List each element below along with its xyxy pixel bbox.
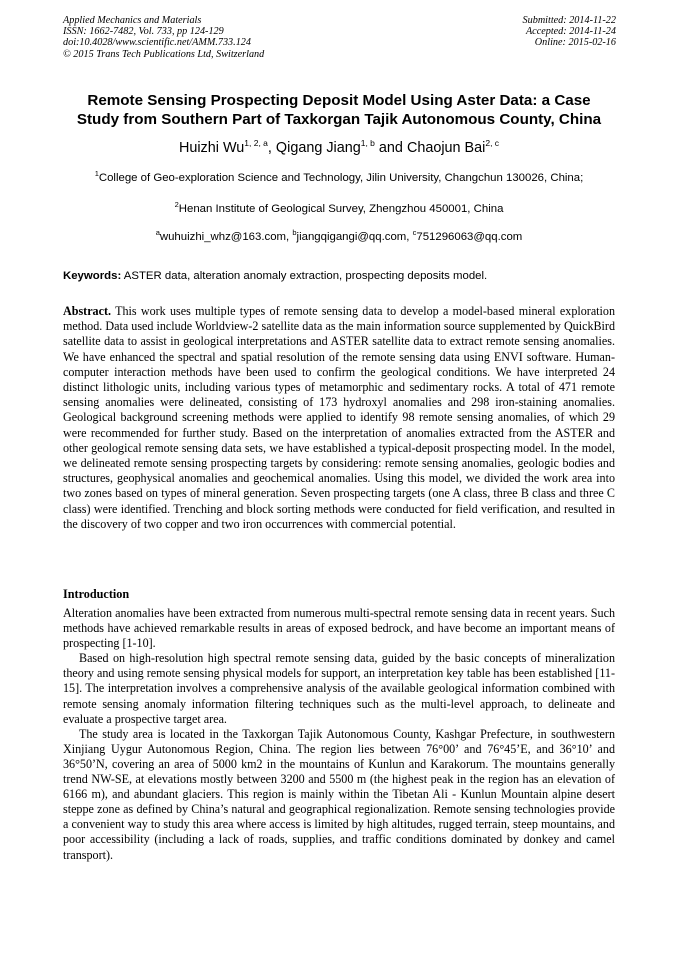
author-list — [40, 139, 638, 157]
introduction-body — [63, 606, 615, 863]
abstract-label: Abstract. — [63, 304, 112, 318]
keywords-label: Keywords: — [63, 270, 122, 282]
online-date: Online: 2015-02-16 — [534, 37, 616, 49]
keywords — [63, 269, 618, 283]
abstract — [63, 304, 615, 532]
affiliation-marker: 2 — [174, 200, 179, 209]
journal-name: Applied Mechanics and Materials — [63, 15, 202, 26]
affiliation-text: Henan Institute of Geological Survey, Zhengzhou 450001, China — [178, 203, 504, 215]
doi-info: doi:10.4028/www.scientific.net/AMM.733.124 — [63, 37, 251, 49]
author-name: Qigang Jiang — [275, 140, 361, 156]
abstract-text: This work uses multiple types of remote sensing data to develop a model-based mineral exploration method. Data used include Worldview-2 satellite data as the main information source supplemented by QuickBird satellite data to assist in geological interpretations and ASTER satellite data to extract remote sensing anomalies. We have enhanced the spectral and spatial resolution of the remote sensing data using ENVI software. Human-computer interaction methods have been used to confirm the geological conditions. We have interpreted 24 distinct lithologic units, including various types of metamorphic and sedimentary rocks. A total of 471 remote sensing anomalies were delineated, consisting of 173 hydroxyl anomalies and 298 iron-staining anomalies. Geological background screening methods were applied to identify 98 remote sensing anomalies, of which 29 were recommended for further study. Based on the interpretation of anomalies extracted from the ASTER and other geological remote sensing data sets, we have established a typical-deposit prospecting model. In the model, we delineated remote sensing prospecting targets by considering: remote sensing anomalies, geologic bodies and structures, geophysical anomalies and geochemical anomalies. Using this model, we divided the work area into two zones based on types of mineral generation. Seven prospecting targets (one A class, three B class and three C class) were identified. Trenching and block sorting methods were conducted for field verification, and resulted in the discovery of two copper and two iron occurrences with commercial potential. — [63, 304, 615, 531]
paragraph: The study area is located in the Taxkorgan Tajik Autonomous County, Kashgar Prefecture, in southwestern Xinjiang Uygur Autonomous Region, China. The region lies between 76°00’ and 76°45’E, and 36°10’ and 36°50’N, covering an area of 5000 km2 in the mountains of Kunlun and Karakorum. The mountains generally trend NW-SE, at elevations mostly between 3200 and 5500 m (the highest peak in the region has an elevation of 6166 m), and abundant glaciers. This region is mainly within the Tibetan Ali - Kunlun Mountain alpine desert steppe zone as defined by China’s natural and geographical regionalization. Remote sensing technologies provide a convenient way to study this area where access is limited by high altitudes, rugged terrain, steep mountains, and poor accessibility (including a lack of roads, supplies, and traffic conditions dominated by donkey and camel transport). — [63, 726, 615, 862]
email-address: wuhuizhi_whz@163.com, — [159, 231, 293, 243]
title-line-2: Study from Southern Part of Taxkorgan Tajik Autonomous County, China — [76, 111, 602, 128]
keywords-text: ASTER data, alteration anomaly extraction, prospecting deposits model. — [121, 270, 488, 282]
affiliation-2 — [30, 202, 648, 216]
affiliation-text: College of Geo-exploration Science and Technology, Jilin University, Changchun 130026, China; — [98, 172, 584, 184]
copyright-info: © 2015 Trans Tech Publications Ltd, Switzerland — [63, 48, 265, 60]
paragraph: Based on high-resolution high spectral remote sensing data, guided by the basic concepts of mineralization theory and using remote sensing physical models for support, an interpretation key table has been established [11-15]. The interpretation involves a comprehensive analysis of the available geological information combined with remote sensing anomaly information filtering techniques such as the multi-level approach, to delineate and evaluate a prospective target area. — [63, 651, 615, 726]
issn-info: ISSN: 1662-7482, Vol. 733, pp 124-129 — [63, 26, 224, 38]
title-line-1: Remote Sensing Prospecting Deposit Model Using Aster Data: a Case — [87, 92, 591, 109]
email-address: 751296063@qq.com — [416, 231, 523, 243]
dates-header — [523, 15, 616, 49]
author-affiliation-marker: 2, c — [485, 138, 500, 148]
email-marker: c — [412, 228, 417, 237]
author-separator: and — [374, 140, 407, 156]
accepted-date: Accepted: 2014-11-24 — [525, 26, 616, 38]
email-marker: b — [292, 228, 297, 237]
affiliation-1 — [30, 171, 648, 185]
affiliation-marker: 1 — [94, 169, 99, 178]
author-name: Chaojun Bai — [406, 140, 486, 156]
author-name: Huizhi Wu — [178, 140, 245, 156]
author-affiliation-marker: 1, 2, a — [244, 138, 268, 148]
journal-header — [63, 15, 264, 60]
email-address: jiangqigangi@qq.com, — [296, 231, 413, 243]
email-line — [30, 230, 648, 244]
author-separator: , — [267, 140, 276, 156]
email-marker: a — [155, 228, 160, 237]
paragraph: Alteration anomalies have been extracted from numerous multi-spectral remote sensing data in recent years. Such methods have achieved remarkable results in areas of exposed bedrock, and have become an important means of prospecting [1-10]. — [63, 606, 615, 651]
section-heading: Introduction — [63, 587, 130, 601]
author-affiliation-marker: 1, b — [360, 138, 375, 148]
submitted-date: Submitted: 2014-11-22 — [522, 15, 616, 26]
paper-title — [40, 91, 638, 129]
